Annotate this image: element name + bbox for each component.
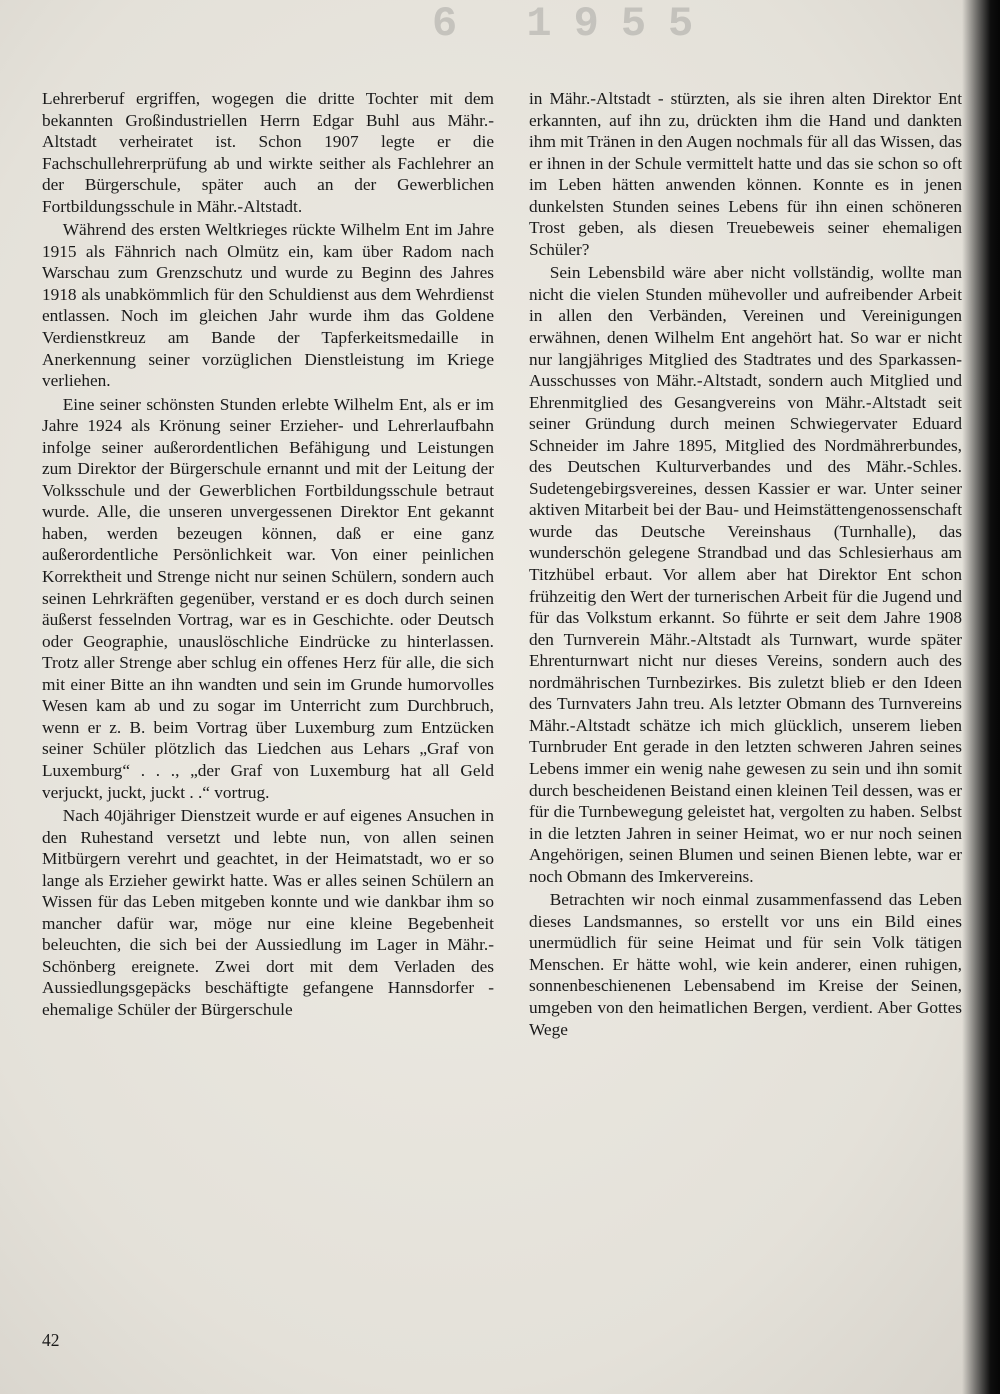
paragraph: Sein Lebensbild wäre aber nicht vollständig, wollte man nicht die vielen Stunden mühevoller und aufreibender Arbeit in allen den Verbänden, Vereinen und Vereinigungen erwähnen, denen Wilhelm Ent angehört hat. So war er nicht nur langjähriges Mitglied des Stadtrates und des Sparkassen-Ausschusses von Mähr.-Altstadt, sondern auch Mitglied und Ehrenmitglied des Gesangvereins von Mähr.-Altstadt seit seiner Gründung durch meinen Schwiegervater Eduard Schneider im Jahre 1895, Mitglied des Nordmährerbundes, des Deutschen Kulturverbandes und des Mähr.-Schles. Sudetengebirgsvereines, dessen Kassier er war. Unter seiner aktiven Mitarbeit bei der Bau- und Heimstättengenossenschaft wurde das Deutsche Vereinshaus (Turnhalle), das wunderschön gelegene Strandbad und das Schlesierhaus am Titzhübel erbaut. Vor allem aber hat Direktor Ent schon frühzeitig den Wert der turnerischen Arbeit für die Jugend und für das Volkstum erkannt. So führte er seit dem Jahre 1908 den Turnverein Mähr.-Altstadt als Turnwart, wurde später Ehrenturnwart nicht nur dieses Vereins, sondern auch des nordmährischen Turnbezirkes. Bis zuletzt blieb er den Ideen des Turnvaters Jahn treu. Als letzter Obmann des Turnvereins Mähr.-Altstadt schätze ich mich glücklich, unserem lieben Turnbruder Ent gerade in den letzten schweren Jahren seines Lebens immer ein wenig nahe gewesen zu sein und ihn somit durch bescheidenen Beistand einen kleinen Teil dessen, was er für die Turnbewegung geleistet hat, vergolten zu haben. Selbst in die letzten Jahren in seiner Heimat, wo er nur noch seinen Angehörigen, seinen Blumen und seinen Bienen lebte, war er noch Obmann des Imkervereins. xyxy=(529,263,962,886)
paragraph: in Mähr.-Altstadt - stürzten, als sie ihren alten Direktor Ent erkannten, auf ihn zu, drückten ihm die Hand und dankten ihm mit Tränen in den Augen nochmals für all das Wissen, das er ihnen in der Schule vermittelt hatte und das sie schon so oft im Leben hätten anwenden können. Konnte es in jenen dunkelsten Stunden seines Lebens für ihn einen schöneren Trost geben, als diesen Treuebeweis seiner ehemaligen Schüler? xyxy=(529,89,962,259)
text-column-left xyxy=(42,88,494,1328)
page-number: 42 xyxy=(42,1330,60,1350)
paragraph: Nach 40jähriger Dienstzeit wurde er auf eigenes Ansuchen in den Ruhestand versetzt und lebte nun, von allen seinen Mitbürgern verehrt und geachtet, in der Heimatstadt, wo er so lange als Erzieher gewirkt hatte. Was er alles seinen Schülern an Wissen für das Leben mitgeben konnte und wie dankbar ihm so mancher dafür war, möge nur eine kleine Begebenheit beleuchten, die sich bei der Aussiedlung im Lager in Mähr.-Schönberg ereignete. Zwei dort mit dem Verladen des Aussiedlungsgepäcks beschäftigte gefangene Hannsdorfer - ehemalige Schüler der Bürgerschule xyxy=(42,806,494,1019)
text-column-right xyxy=(529,88,962,1328)
date-stamp: 6 1955 xyxy=(432,0,716,48)
book-gutter-shadow xyxy=(962,0,1000,1394)
paragraph: Betrachten wir noch einmal zusammenfassend das Leben dieses Landsmannes, so erstellt vor uns ein Bild eines unermüdlich für seine Heimat und für sein Volk tätigen Menschen. Er hätte wohl, wie kein anderer, einen ruhigen, sonnenbeschienenen Lebensabend im Kreise der Seinen, umgeben von den heimatlichen Bergen, verdient. Aber Gottes Wege xyxy=(529,890,962,1039)
paragraph: Eine seiner schönsten Stunden erlebte Wilhelm Ent, als er im Jahre 1924 als Krönung seiner Erzieher- und Lehrerlaufbahn infolge seiner außerordentlichen Befähigung und Leistungen zum Direktor der Bürgerschule ernannt und mit der Leitung der Volksschule und der Gewerblichen Fortbildungsschule betraut wurde. Alle, die unseren unvergessenen Direktor Ent gekannt haben, werden bezeugen können, daß er eine ganz außerordentliche Persönlichkeit war. Von einer peinlichen Korrektheit und Strenge nicht nur seinen Schülern, sondern auch seinen Lehrkräften gegenüber, verstand er es doch durch seinen äußerst fesselnden Vortrag, war es in Geschichte. oder Deutsch oder Geographie, unauslöschliche Eindrücke zu hinterlassen. Trotz aller Strenge aber schlug ein offenes Herz für alle, die sich mit einer Bitte an ihn wandten und sein im Grunde humorvolles Wesen kam ab und zu sogar im Unterricht zum Durchbruch, wenn er z. B. beim Vortrag über Luxemburg zum Entzücken seiner Schüler plötzlich das Liedchen aus Lehars „Graf von Luxemburg“ . . ., „der Graf von Luxemburg hat all Geld verjuckt, juckt, juckt . .“ vortrug. xyxy=(42,394,494,802)
paragraph: Lehrerberuf ergriffen, wogegen die dritte Tochter mit dem bekannten Großindustriellen Herrn Edgar Buhl aus Mähr.-Altstadt verheiratet ist. Schon 1907 legte er die Fachschullehrerprüfung ab und wirkte seither als Fachlehrer an der Bürgerschule, später auch an der Gewerblichen Fortbildungsschule in Mähr.-Altstadt. xyxy=(42,89,494,216)
paragraph: Während des ersten Weltkrieges rückte Wilhelm Ent im Jahre 1915 als Fähnrich nach Olmütz ein, kam über Radom nach Warschau zum Grenzschutz und wurde zu Beginn des Jahres 1918 als unabkömmlich für den Schuldienst aus dem Wehrdienst entlassen. Noch im gleichen Jahr wurde ihm das Goldene Verdienstkreuz am Bande der Tapferkeitsmedaille in Anerkennung seiner vorzüglichen Dienstleistung im Kriege verliehen. xyxy=(42,220,494,391)
